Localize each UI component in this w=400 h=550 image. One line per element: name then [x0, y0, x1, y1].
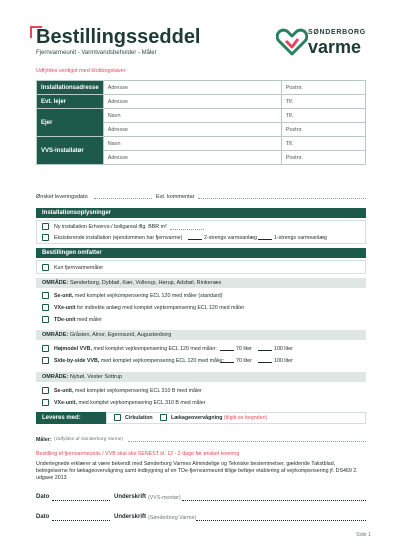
existing-install-label: Eksisterende installation (ejendommen har fjernvarme) — [54, 235, 183, 241]
tde-checkbox[interactable] — [42, 316, 49, 323]
heart-logo-icon — [276, 26, 308, 58]
page-title: Bestillingsseddel — [36, 26, 201, 48]
hoj-70-blank[interactable] — [220, 345, 234, 351]
vxe2-label: VXe-unit, med komplet vejrkompensering ECL 310 B med måler — [54, 400, 206, 406]
area1-heading — [36, 278, 366, 288]
hoj-70-label: 70 liter — [236, 346, 252, 352]
ejer-tlf-field[interactable]: Tlf. — [281, 109, 365, 123]
side-70-blank[interactable] — [220, 357, 234, 363]
se2-checkbox[interactable] — [42, 387, 49, 394]
vvs-tlf-field[interactable]: Tlf. — [281, 137, 365, 151]
side-100-label: 100 liter — [274, 358, 293, 364]
side-100-blank[interactable] — [258, 357, 272, 363]
hojmodel-checkbox[interactable] — [42, 345, 49, 352]
lejer-tlf-field[interactable]: Tlf. — [281, 95, 365, 109]
logo — [276, 26, 386, 64]
sonderborg-varme-note: (Sønderborg Varme) — [148, 515, 197, 521]
dato-label-1: Dato — [36, 494, 50, 500]
maaler-label: Måler: — [36, 437, 52, 443]
side-70-label: 70 liter — [236, 358, 252, 364]
seunit-label: Se-unit, med komplet vejrkompensering ECL 120 med måler (standard) — [54, 293, 223, 299]
signature-field-2[interactable] — [196, 520, 366, 521]
installation-label: Installationsadresse — [37, 81, 104, 95]
comment-label: Evt. kommentar — [156, 194, 195, 200]
installation-info-heading: Installationsoplysninger — [36, 208, 366, 218]
vxe-checkbox[interactable] — [42, 304, 49, 311]
ejer-navn-field[interactable]: Navn — [103, 109, 281, 123]
order-deadline-note: Bestilling af fjernvarmeunits / VVB skal ske SENEST kl. 12 - 2 dage før ønsket levering — [36, 451, 240, 457]
vvs-label: VVS-installatør — [37, 137, 104, 165]
vvs-postnr-field[interactable]: Postnr. — [281, 151, 365, 165]
ejer-address-field[interactable]: Adresse — [103, 123, 281, 137]
kun-checkbox[interactable] — [42, 264, 49, 271]
hoj-100-label: 100 liter — [274, 346, 293, 352]
area1-prefix: OMRÅDE: — [42, 280, 69, 286]
seunit-checkbox[interactable] — [42, 292, 49, 299]
area-field[interactable] — [170, 229, 204, 230]
new-install-checkbox[interactable] — [42, 223, 49, 230]
maaler-note: (Udfyldes af Sønderborg Varme) — [54, 437, 123, 442]
kun-label: Kun fjernvarmemåler — [54, 265, 104, 271]
ejer-label: Ejer — [37, 109, 104, 137]
laekage-label: Lækageovervågning (tilgiit se begnden) — [171, 415, 268, 421]
hojmodel-label: Højmodel VVB, med komplet vejrkompensering ECL 120 med måler: — [54, 346, 217, 352]
contact-table — [36, 80, 366, 165]
area3-heading: OMRÅDE: Nybøl, Vester Sottrup — [36, 372, 366, 382]
signature-field-1[interactable] — [182, 500, 366, 501]
page-number: Side 1 — [356, 532, 372, 538]
installation-postnr-field[interactable]: Postnr. — [281, 81, 365, 95]
underskrift-label-1: Underskrift — [114, 494, 147, 500]
se2-label: Se-unit, med komplet vejrkompensering ECL 310 B med måler — [54, 388, 202, 394]
vvs-navn-field[interactable]: Navn — [103, 137, 281, 151]
underskrift-label-2: Underskrift — [114, 514, 147, 520]
logo-top-text: SØNDERBORG — [308, 29, 366, 36]
vvs-montor-note: (VVS-montør) — [148, 495, 181, 501]
dato-field-1[interactable] — [52, 500, 110, 501]
block-letters-note: Udfyldes venligst med blokbogstaver — [36, 68, 126, 74]
cirkulation-checkbox[interactable] — [114, 414, 121, 421]
existing-install-checkbox[interactable] — [42, 234, 49, 241]
dato-label-2: Dato — [36, 514, 50, 520]
dato-field-2[interactable] — [52, 520, 110, 521]
vvs-address-field[interactable]: Adresse — [103, 151, 281, 165]
order-heading: Bestillingen omfatter — [36, 248, 366, 258]
vxe2-checkbox[interactable] — [42, 399, 49, 406]
comment-field[interactable] — [198, 198, 366, 199]
area2-heading: OMRÅDE: Gråsten, Alnor, Egernsund, Augustenborg — [36, 330, 366, 340]
maaler-field[interactable] — [128, 441, 366, 442]
sidebyside-checkbox[interactable] — [42, 357, 49, 364]
logo-big-text: varme — [308, 37, 362, 57]
terms-text: Undertegnede erklærer at være bekendt med Sønderborg Varmes Almindelige og Tekniske bestemmelser, gældende Takstblad, betingelserne for lækageovervågning samt indbygning af en TDe-fjernvarmeunit tillige beføjer etablering af vejrkompensering jf. DS469 2. udgave 2013 — [36, 461, 358, 481]
page-subtitle: Fjernvarmeunit - Varmtvandsbeholder - Måler — [36, 50, 157, 56]
lejer-address-field[interactable]: Adresse — [103, 95, 281, 109]
one-string-blank[interactable] — [258, 234, 272, 240]
ejer-postnr-field[interactable]: Postnr. — [281, 123, 365, 137]
leveres-label: Leveres med: — [36, 412, 106, 424]
two-string-blank[interactable] — [188, 234, 202, 240]
laekage-checkbox[interactable] — [160, 414, 167, 421]
installation-address-field[interactable]: Adresse — [103, 81, 281, 95]
hoj-100-blank[interactable] — [258, 345, 272, 351]
delivery-date-field[interactable] — [94, 198, 152, 199]
evt-lejer-label: Evt. lejer — [37, 95, 104, 109]
cirkulation-label: Cirkulation — [125, 415, 153, 421]
tde-label: TDe-unit med måler — [54, 317, 102, 323]
sidebyside-label: Side-by-side VVB, med komplet vejrkompensering ECL 120 med måler: — [54, 358, 225, 364]
delivery-date-label: Ønsket leveringsdato — [36, 194, 88, 200]
two-string-label: 2-strengs varmeanlæg — [204, 235, 257, 241]
one-string-label: 1-strengs varmeanlæg — [274, 235, 327, 241]
area1-name: Sønderborg, Dybbøl, Kær, Vollerup, Hørup, Adsbøl, Rinkenæs — [69, 280, 222, 286]
new-install-label: Ny installation Erhvervs-/ boligareal iflg. BBR m² — [54, 224, 167, 230]
vxe-label: VXe-unit for indirekte anlæg med komplet vejrkompensering ECL 120 med måler — [54, 305, 245, 311]
